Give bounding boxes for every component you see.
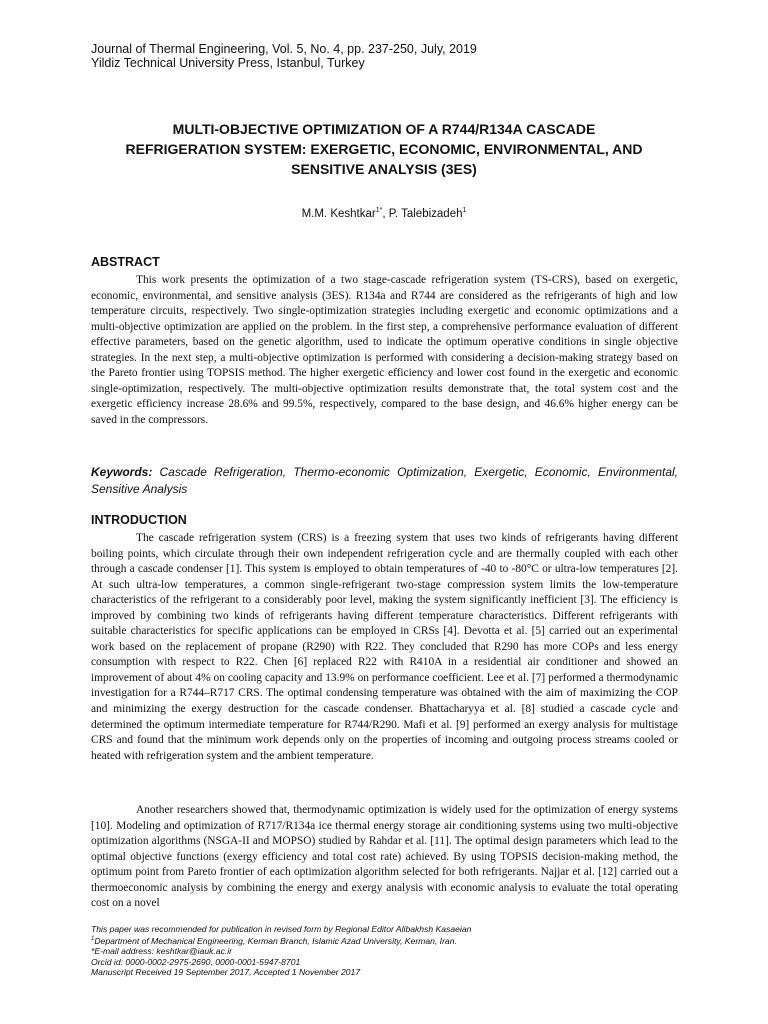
footnote-affiliation-text: Department of Mechanical Engineering, Kerman Branch, Islamic Azad University, Kerman, Iran.	[94, 936, 457, 947]
footnote-affiliation-mark: 1	[91, 936, 95, 943]
journal-citation: Journal of Thermal Engineering, Vol. 5, No. 4, pp. 237-250, July, 2019	[91, 42, 477, 56]
author-talebizadeh: P. Talebizadeh	[388, 207, 463, 220]
footnote-affiliation	[91, 934, 691, 946]
journal-header	[91, 42, 477, 70]
introduction-paragraph-1: The cascade refrigeration system (CRS) is a freezing system that uses two kinds of refrigerants having different boiling points, which circulate through their own independent refrigeration cycle and are thermally coupled with each other through a cascade condenser [1]. This system is employed to obtain temperatures of -40 to -80°C or ultra-low temperatures [2]. At such ultra-low temperatures, a common single-refrigerant two-stage compression system limits the low-temperature characteristics of the refrigerant to a considerably poor level, making the system significantly inefficient [3]. The efficiency is improved by combining two kinds of refrigerants having different temperature characteristics. Different refrigerants with suitable characteristics for specific applications can be employed in CRSs [4]. Devotta et al. [5] carried out an experimental work based on the replacement of propane (R290) with R22. They concluded that R290 has more COPs and less energy consumption with respect to R22. Chen [6] replaced R22 with R410A in a residential air conditioner and showed an improvement of about 4% on cooling capacity and 13.9% on performance coefficient. Lee et al. [7] performed a thermodynamic investigation for a R744–R717 CRS. The optimal condensing temperature was obtained with the aim of maximizing the COP and minimizing the exergy destruction for the cascade condenser. Bhattacharyya et al. [8] studied a cascade cycle and determined the optimum intermediate temperature for R744/R290. Mafi et al. [9] performed an exergy analysis for multistage CRS and found that the minimum work depends only on the properties of incoming and outgoing process streams cooled or heated with refrigeration system and the ambient temperature.	[91, 532, 678, 762]
title-line-1: MULTI-OBJECTIVE OPTIMIZATION OF A R744/R134A CASCADE	[172, 121, 596, 137]
keywords	[91, 464, 678, 498]
author-keshtkar-affiliation: 1*	[375, 207, 383, 214]
footnote-manuscript-dates: Manuscript Received 19 September 2017, Accepted 1 November 2017	[91, 967, 361, 978]
keywords-text: Cascade Refrigeration, Thermo-economic Optimization, Exergetic, Economic, Environmental, Sensitive Analysis	[91, 465, 678, 496]
footnotes	[91, 924, 691, 977]
introduction-paragraph-2: Another researchers showed that, thermodynamic optimization is widely used for the optimization of energy systems [10]. Modeling and optimization of R717/R134a ice thermal energy storage air conditioning systems using two multi-objective optimization algorithms (NSGA-II and MOPSO) studied by Rahdar et al. [11]. The optimal design parameters which lead to the optimal objective functions (exergy efficiency and total cost rate) achieved. By using TOPSIS decision-making method, the optimum point from Pareto frontier of each optimization algorithm selected for both refrigerants. Najjar et al. [12] carried out a thermoeconomic analysis by combining the energy and exergy analysis with economic analysis to evaluate the total operating cost on a novel	[91, 804, 678, 910]
author-list	[0, 207, 768, 220]
author-keshtkar: M.M. Keshtkar	[301, 207, 376, 220]
paper-title	[60, 119, 708, 179]
footnote-orcid: Orcid id: 0000-0002-2975-2690, 0000-0001-5947-8701	[91, 956, 301, 967]
abstract-heading: ABSTRACT	[91, 255, 160, 269]
footnote-editor: This paper was recommended for publication in revised form by Regional Editor Alibakhsh Kasaeian	[91, 924, 472, 934]
journal-publisher: Yildiz Technical University Press, Istanbul, Turkey	[91, 56, 365, 70]
author-separator: ,	[382, 207, 389, 220]
title-line-3: SENSITIVE ANALYSIS (3ES)	[291, 161, 477, 177]
introduction-heading: INTRODUCTION	[91, 513, 187, 527]
author-talebizadeh-affiliation: 1	[462, 207, 467, 214]
footnote-email: *E-mail address: keshtkar@iauk.ac.ir	[91, 946, 233, 957]
keywords-label: Keywords:	[91, 465, 153, 479]
abstract-text: This work presents the optimization of a two stage-cascade refrigeration system (TS-CRS), based on exergetic, economic, environmental, and sensitive analysis (3ES). R134a and R744 are considered as the refrigerants of high and low temperature circuits, respectively. Two single-optimization strategies including exergetic and economic optimizations and a multi-objective optimization are applied on the problem. In the first step, a comprehensive performance evaluation of different effective parameters, based on the genetic algorithm, used to indicate the optimum operative conditions in single objective strategies. In the next step, a multi-objective optimization is performed with considering a decision-making strategy based on the Pareto frontier using TOPSIS method. The higher exergetic efficiency and lower cost found in the exergetic and economic single-optimization, respectively. The multi-objective optimization results demonstrate that, the total system cost and the exergetic efficiency increase 28.6% and 99.5%, respectively, compared to the base design, and 46.6% higher energy can be saved in the compressors.	[91, 274, 678, 426]
title-line-2: REFRIGERATION SYSTEM: EXERGETIC, ECONOMIC, ENVIRONMENTAL, AND	[125, 141, 643, 157]
